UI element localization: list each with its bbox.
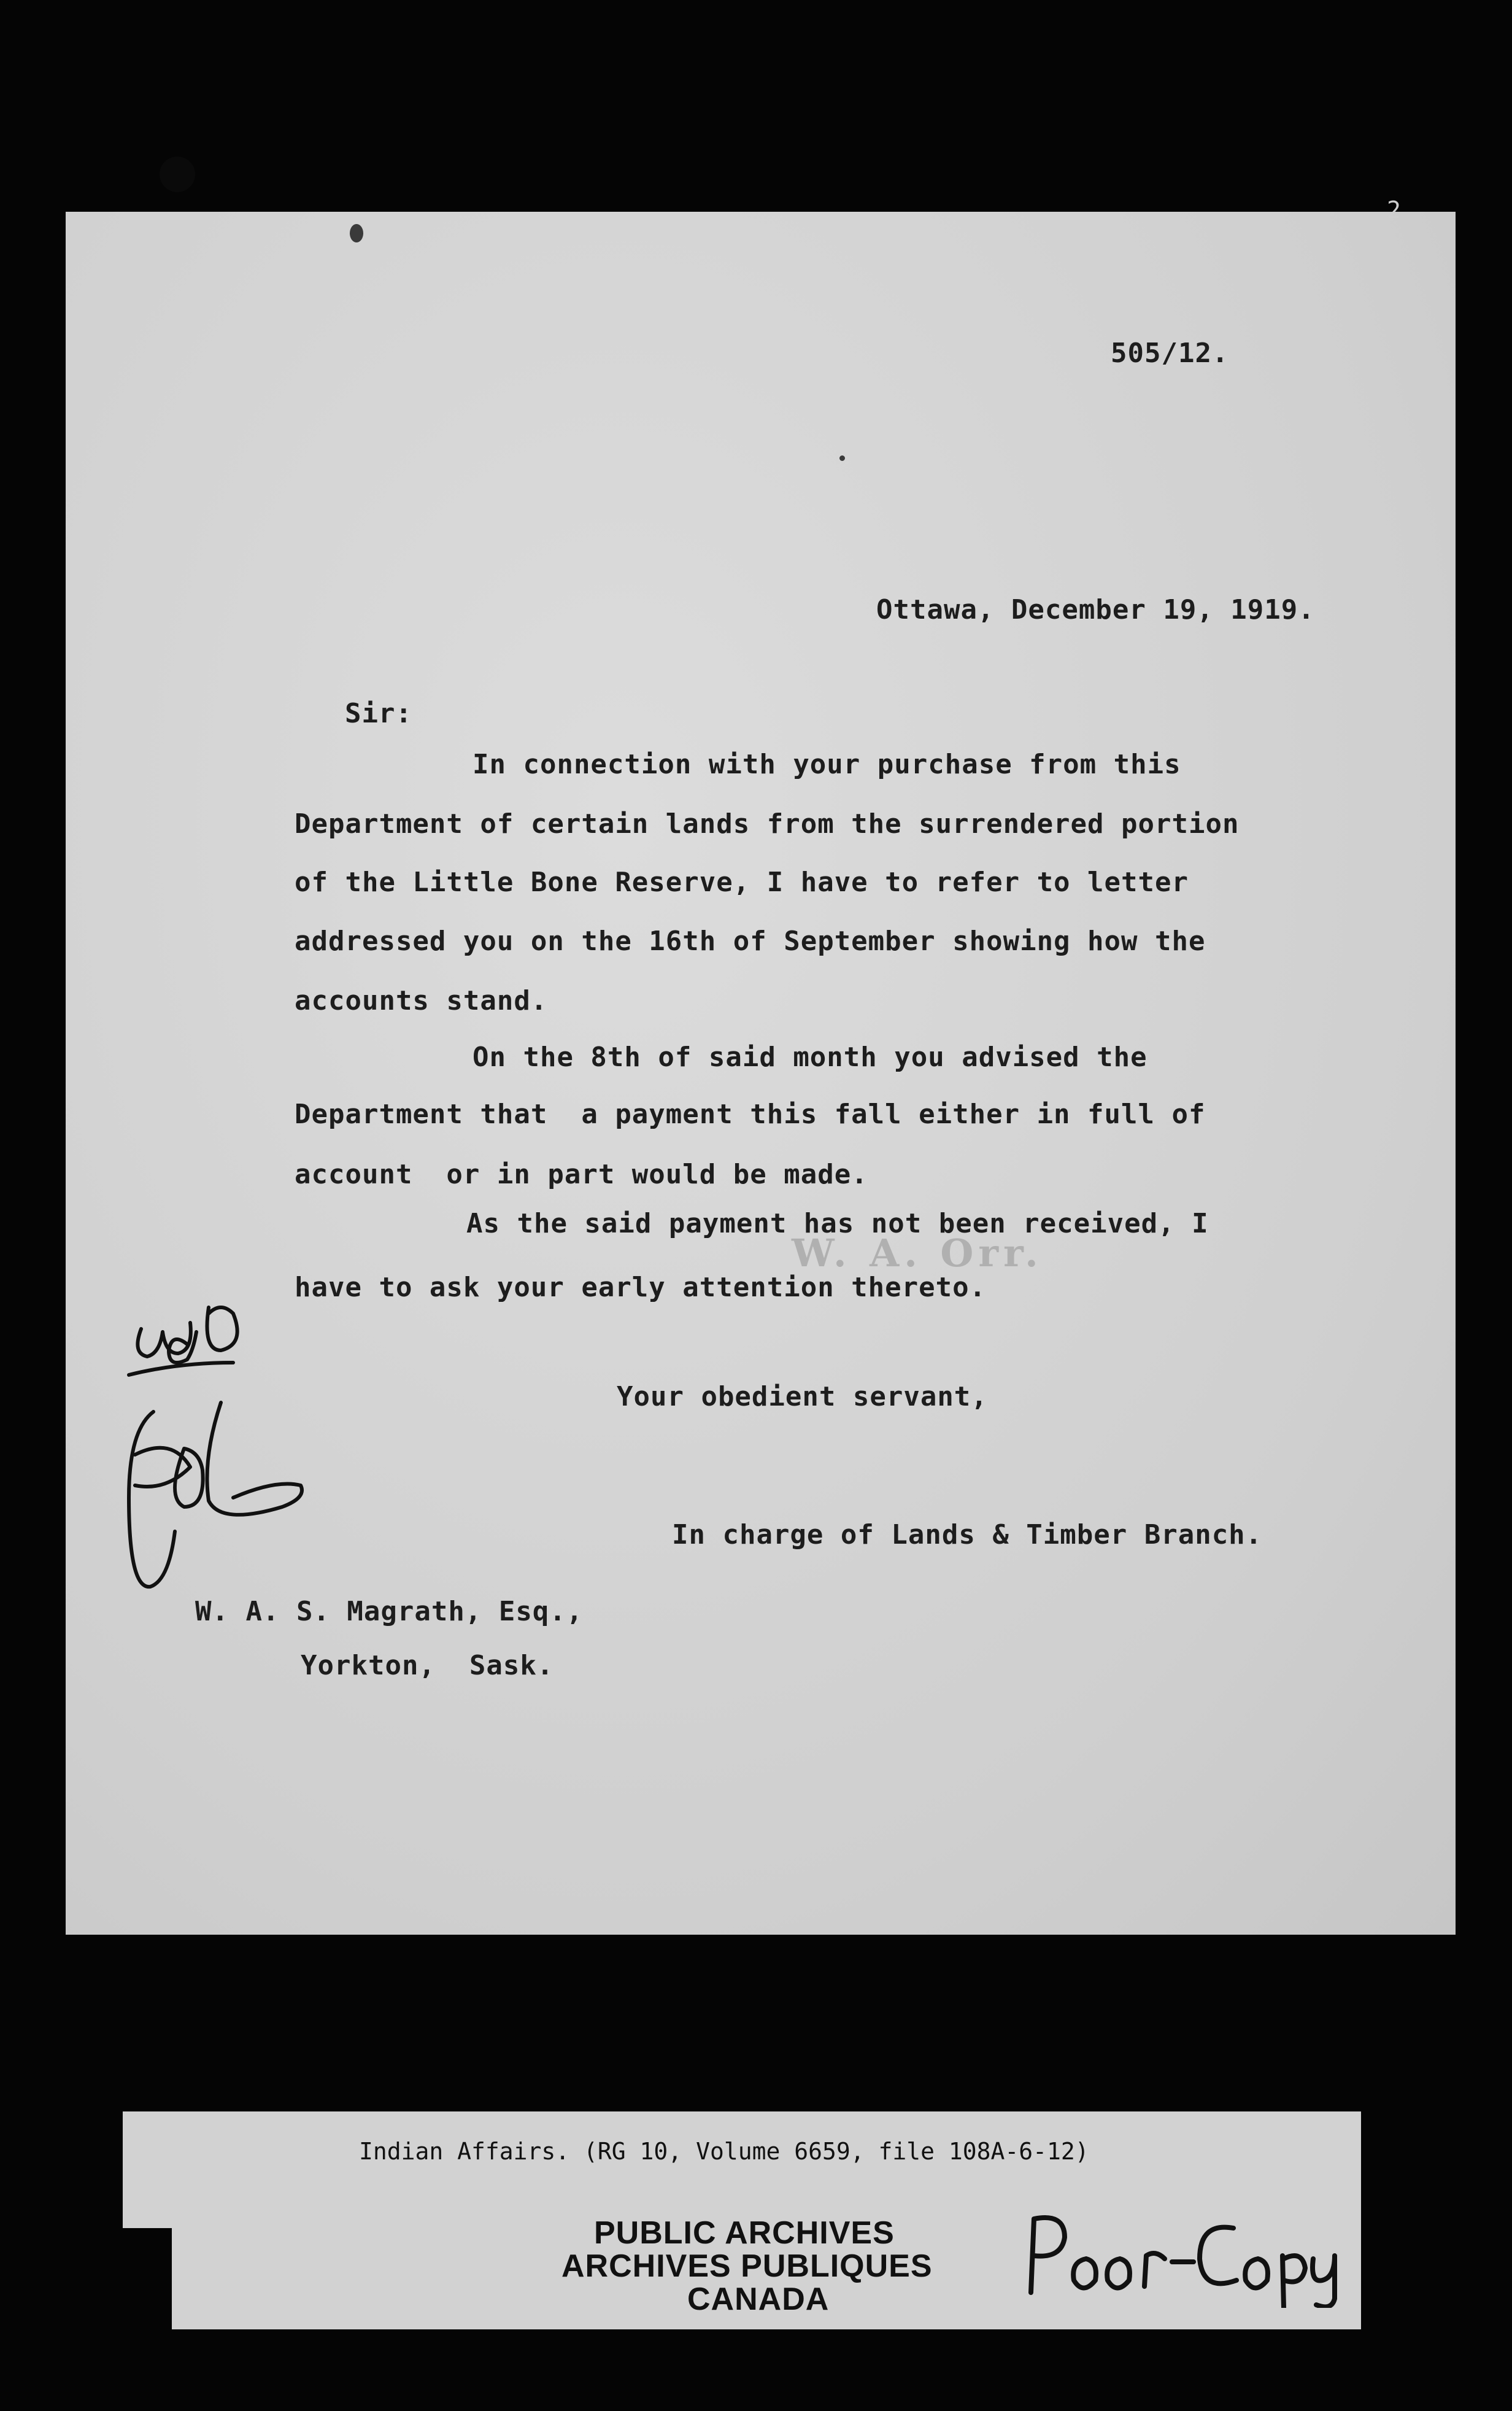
body-line: Department of certain lands from the surrendered portion xyxy=(295,808,1240,840)
poor-copy-handwriting xyxy=(1006,2200,1350,2308)
archive-line-2: ARCHIVES PUBLIQUES xyxy=(561,2248,933,2284)
handwritten-initials xyxy=(61,1271,319,1590)
salutation: Sir: xyxy=(345,698,412,729)
body-line: have to ask your early attention thereto. xyxy=(295,1272,987,1303)
recipient-place: Yorkton, Sask. xyxy=(301,1650,554,1681)
closing: Your obedient servant, xyxy=(617,1381,988,1412)
body-line: In connection with your purchase from this xyxy=(472,749,1181,780)
body-line: addressed you on the 16th of September showing how the xyxy=(295,926,1206,957)
body-line: On the 8th of said month you advised the xyxy=(472,1042,1148,1073)
page-mark: 2 xyxy=(1387,196,1402,223)
body-line: accounts stand. xyxy=(295,985,548,1016)
recipient-name: W. A. S. Magrath, Esq., xyxy=(195,1596,584,1627)
signer-title: In charge of Lands & Timber Branch. xyxy=(672,1519,1263,1550)
archive-line-1: PUBLIC ARCHIVES xyxy=(594,2215,895,2251)
label-tab xyxy=(123,2111,172,2228)
date-line: Ottawa, December 19, 1919. xyxy=(876,594,1315,625)
letter-page xyxy=(66,212,1456,1935)
archive-line-3: CANADA xyxy=(687,2281,830,2317)
archive-reference: Indian Affairs. (RG 10, Volume 6659, file 108A-6-12) xyxy=(359,2138,1089,2165)
body-line: As the said payment has not been received, I xyxy=(466,1208,1209,1239)
body-line: Department that a payment this fall either in full of xyxy=(295,1099,1206,1130)
signature-stamp: W. A. Orr. xyxy=(792,1231,1043,1275)
ink-smudge xyxy=(350,224,363,242)
punch-hole xyxy=(160,157,195,192)
file-number: 505/12. xyxy=(1111,338,1229,369)
body-line: account or in part would be made. xyxy=(295,1159,868,1190)
ink-dot xyxy=(839,455,845,461)
body-line: of the Little Bone Reserve, I have to refer to letter xyxy=(295,867,1189,898)
